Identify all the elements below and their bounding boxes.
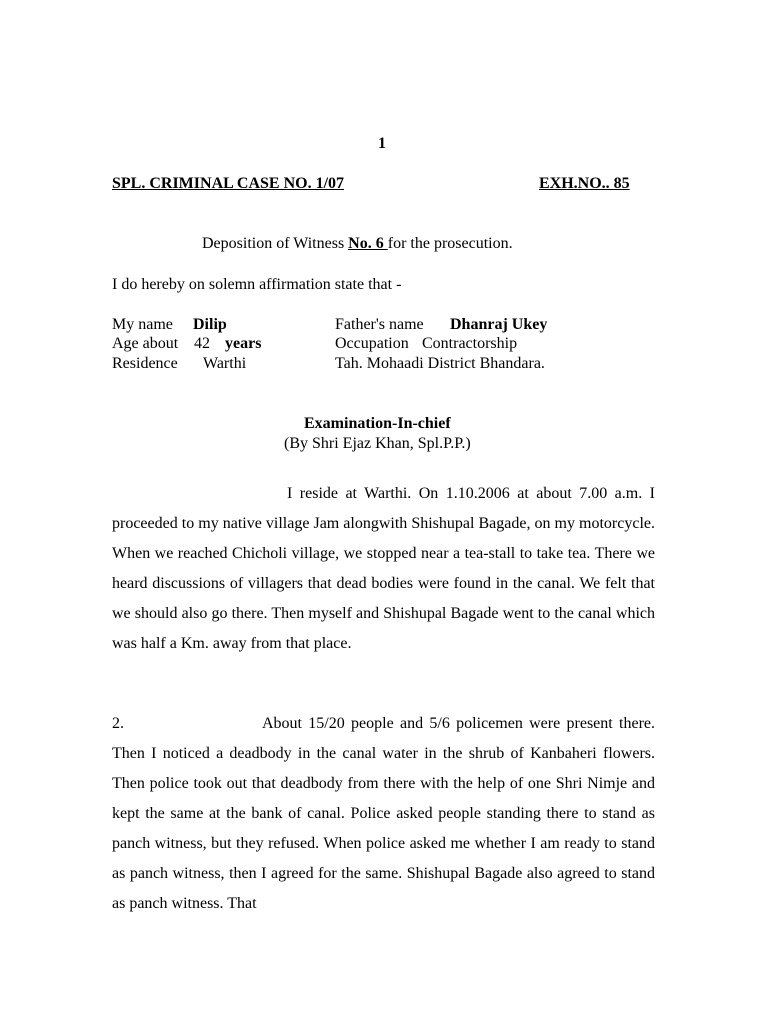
deposition-line <box>202 234 513 254</box>
paragraph-1 <box>112 479 655 659</box>
name-label: My name <box>112 316 173 333</box>
residence-value: Warthi <box>203 355 247 372</box>
father-name-value: Dhanraj Ukey <box>450 316 548 333</box>
deposition-prefix: Deposition of Witness <box>202 235 349 252</box>
paragraph-2-number: 2. <box>112 715 124 732</box>
exhibit-number: EXH.NO.. 85 <box>539 175 630 192</box>
address-line: Tah. Mohaadi District Bhandara. <box>335 355 545 372</box>
examination-title: Examination-In-chief <box>304 415 451 432</box>
case-number: SPL. CRIMINAL CASE NO. 1/07 <box>112 175 345 192</box>
deposition-suffix: for the prosecution. <box>387 235 513 252</box>
examination-by: (By Shri Ejaz Khan, Spl.P.P.) <box>284 435 471 452</box>
occupation-value: Contractorship <box>422 335 518 352</box>
name-value: Dilip <box>193 316 227 333</box>
paragraph-2 <box>112 709 655 919</box>
age-value: 42 <box>194 335 210 352</box>
witness-number: No. 6 <box>348 235 388 252</box>
father-name-label: Father's name <box>335 316 424 333</box>
page-number: 1 <box>378 135 386 152</box>
paragraph-1-text: I reside at Warthi. On 1.10.2006 at about 7.00 a.m. I proceeded to my native village Jam alongwith Shishupal Bagade, on my motorcycle. When we reached Chicholi village, we stopped near a tea-stall to take tea. There we heard discussions of villagers that dead bodies were found in the canal. We felt that we should also go there. Then myself and Shishupal Bagade went to the canal which was half a Km. away from that place. <box>112 485 655 652</box>
affirmation-statement: I do hereby on solemn affirmation state that - <box>112 276 402 293</box>
age-label: Age about <box>112 335 179 352</box>
occupation-label: Occupation <box>335 335 409 352</box>
residence-label: Residence <box>112 355 178 372</box>
paragraph-2-text: About 15/20 people and 5/6 policemen were present there. Then I noticed a deadbody in the canal water in the shrub of Kanbaheri flowers. Then police took out that deadbody from there with the help of one Shri Nimje and kept the same at the bank of canal. Police asked people standing there to stand as panch witness, but they refused. When police asked me whether I am ready to stand as panch witness, then I agreed for the same. Shishupal Bagade also agreed to stand as panch witness. That <box>112 715 655 912</box>
age-unit: years <box>225 335 262 352</box>
